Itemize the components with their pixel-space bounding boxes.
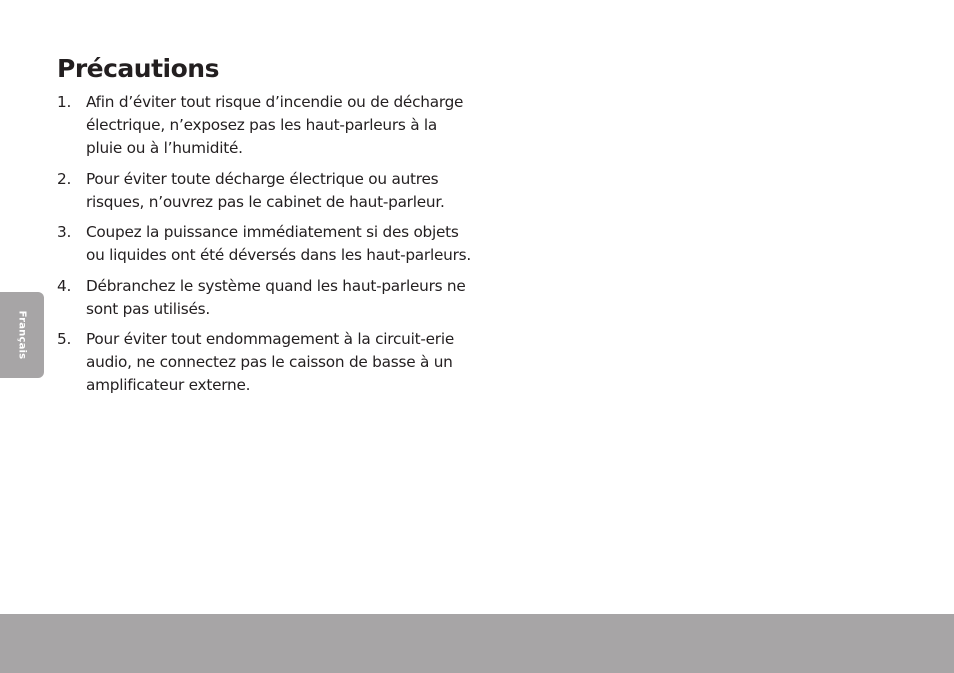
item-text: Débranchez le système quand les haut-parleurs ne sont pas utilisés.	[86, 276, 466, 318]
item-number: 1.	[57, 93, 72, 111]
footer-bar	[0, 614, 954, 673]
item-number: 5.	[57, 330, 72, 348]
item-number: 4.	[57, 276, 72, 295]
precaution-item-5	[57, 328, 477, 397]
page-title: Précautions	[57, 54, 219, 83]
item-number: 2.	[57, 169, 72, 188]
precaution-item-2	[57, 168, 477, 214]
item-text: Coupez la puissance immédiatement si des objets ou liquides ont été déversés dans les haut-parleurs.	[86, 223, 471, 264]
language-side-tab	[0, 292, 44, 378]
item-text: Pour éviter toute décharge électrique ou autres risques, n’ouvrez pas le cabinet de haut-parleur.	[86, 169, 445, 211]
precautions-list	[57, 91, 477, 405]
item-number: 3.	[57, 223, 72, 241]
precaution-item-3	[57, 221, 477, 267]
language-tab-label: Français	[16, 310, 28, 360]
item-text: Pour éviter tout endommagement à la circuit-erie audio, ne connectez pas le caisson de basse à un amplificateur externe.	[86, 330, 454, 394]
precaution-item-1	[57, 91, 477, 160]
precaution-item-4	[57, 275, 477, 321]
item-text: Afin d’éviter tout risque d’incendie ou de décharge électrique, n’exposez pas les haut-parleurs à la pluie ou à l’humidité.	[86, 93, 464, 157]
